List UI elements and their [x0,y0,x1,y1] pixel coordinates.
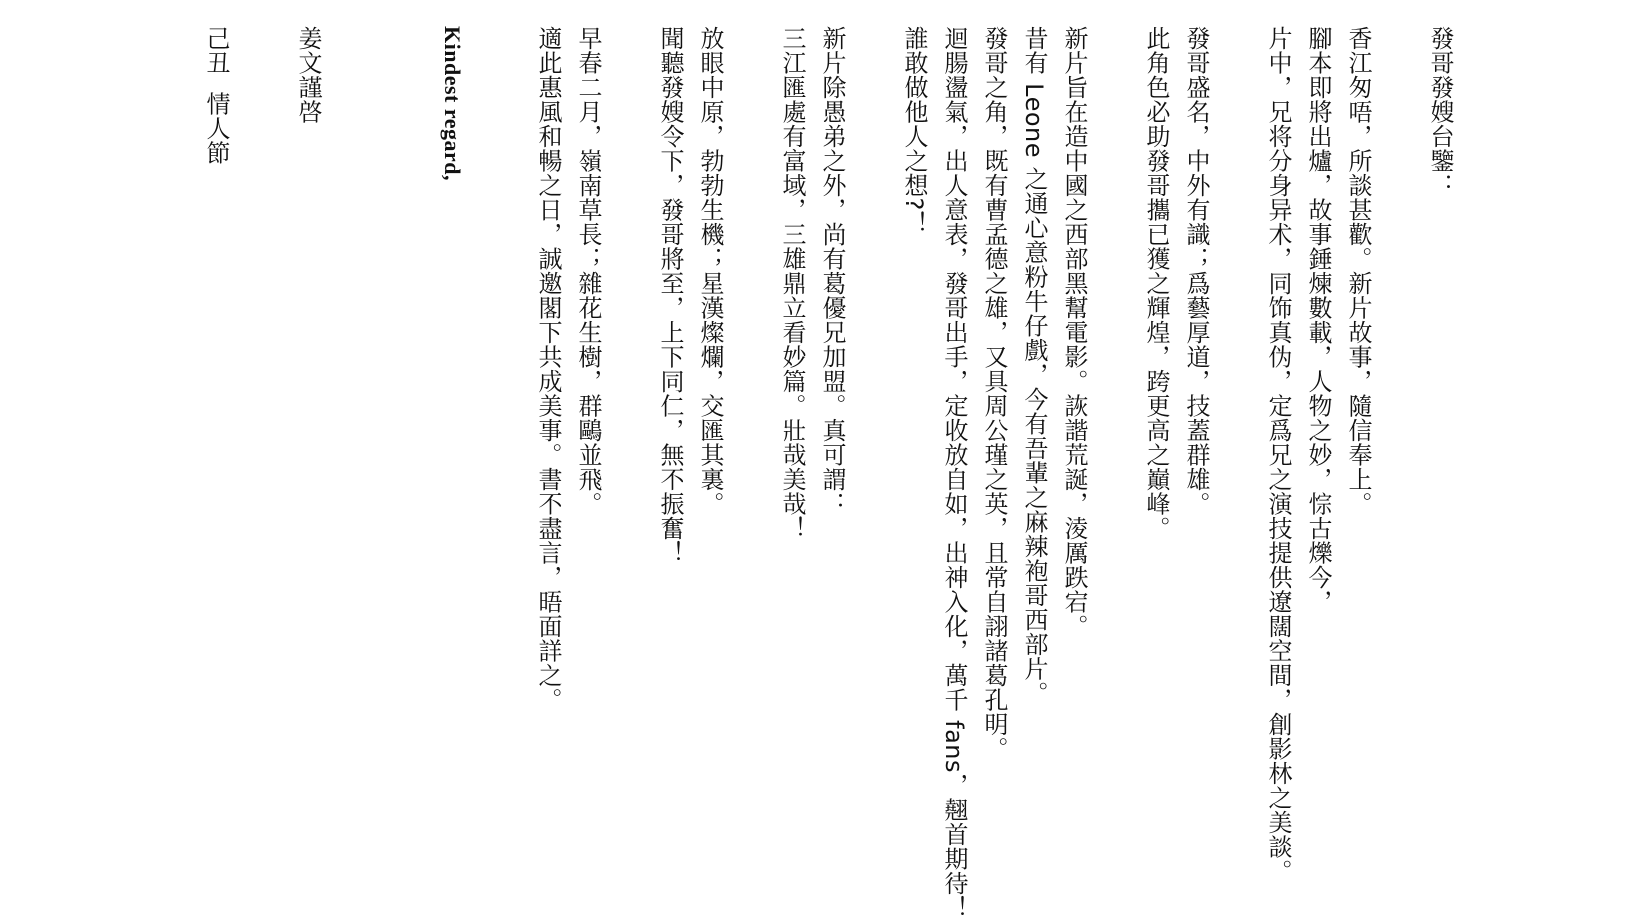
letter-line: 新片除愚弟之外，尚有葛優兄加盟。真可謂： [818,26,846,516]
letter-line: 發哥盛名，中外有識；爲藝厚道，技蓋群雄。 [1182,26,1210,516]
salutation: 發哥發嫂台鑒： [1426,26,1454,198]
letter-line: 此角色必助發哥攜已獲之輝煌，跨更高之巔峰。 [1142,26,1170,541]
letter-line: 聞聽發嫂令下，發哥將至，上下同仁，無不振奮！ [656,26,684,565]
signature: 姜文謹啓 [294,26,322,124]
letter-line: 放眼中原，勃勃生機；星漢燦爛，交匯其裏。 [696,26,724,516]
letter-line: 腳本即將出爐，故事錘煉數載，人物之妙，悰古爍今， [1304,26,1332,614]
letter-line: 迴腸盪氣，出人意表，發哥出手，定收放自如，出神入化，萬千 fans，翹首期待！ [940,26,968,920]
letter-line: 適此惠風和暢之日，誠邀閣下共成美事。書不盡言，晤面詳之。 [534,26,562,712]
letter-line: 三江匯處有富域，三雄鼎立看妙篇。壯哉美哉！ [778,26,806,541]
letter-line: 片中，兄将分身异术，同饰真伪，定爲兄之演技提供遼闊空間，創影林之美談。 [1264,26,1292,884]
letter-line: 早春二月，嶺南草長；雜花生樹，群鷗並飛。 [574,26,602,516]
letter-line: 香江匆唔，所談甚歡。新片故事，隨信奉上。 [1344,26,1372,516]
date: 己丑 情人節 [202,26,230,165]
letter-line: 新片旨在造中國之西部黑幫電影。詼諧荒誕，淩厲跌宕。 [1060,26,1088,639]
letter-line: 昔有 Leone 之通心意粉牛仔戲，今有吾輩之麻辣袍哥西部片。 [1020,26,1048,706]
closing: Kindest regard, [440,26,465,181]
letter-line: 誰敢做他人之想?！ [900,26,928,236]
letter-line: 發哥之角，既有曹孟德之雄，又具周公瑾之英，且常自詡諸葛孔明。 [980,26,1008,761]
